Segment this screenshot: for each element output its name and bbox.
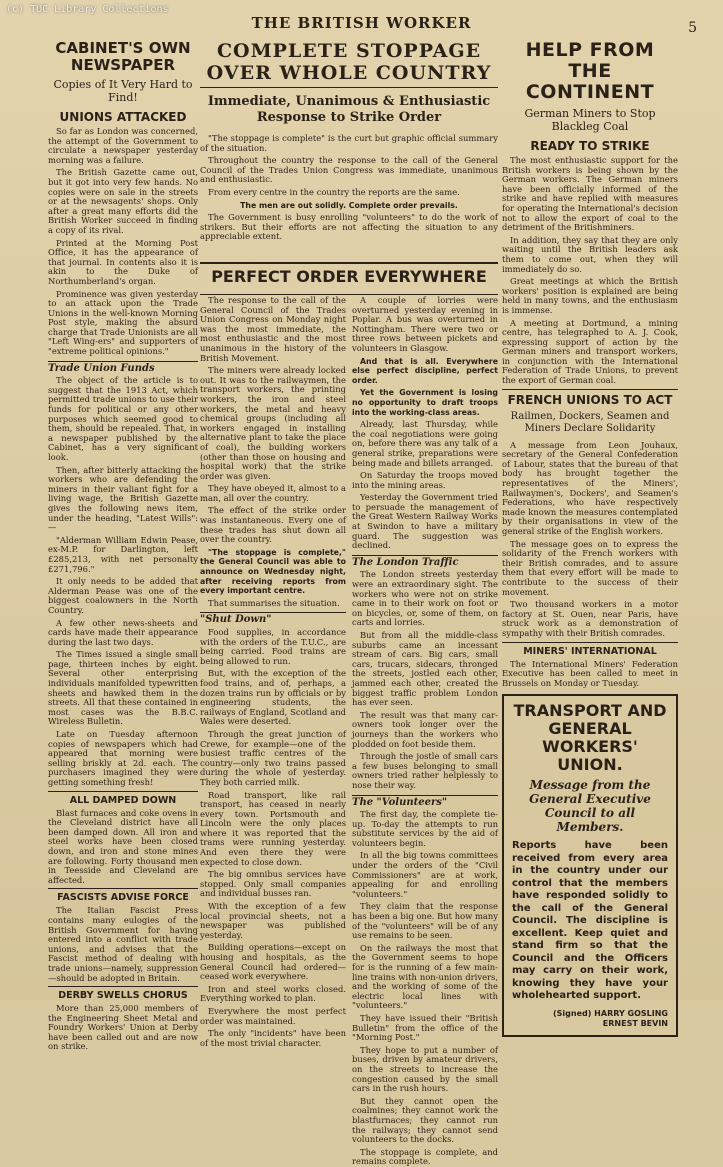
- paragraph: Yesterday the Government tried to persuade the management of the Great Western Railway Works at Swindon to have a military guard. The suggestion was declined.: [352, 492, 498, 551]
- paragraph: Late on Tuesday afternoon copies of newspapers which had appeared that morning were selling briskly at 2d. each. The purchasers imagined they were getting something fresh!: [48, 729, 198, 787]
- headline-french-unions-to-act: FRENCH UNIONS TO ACT: [507, 392, 673, 407]
- paragraph: Building operations—except on housing and hospitals, as the General Council had ordered—ceased work everywhere.: [200, 942, 346, 982]
- box-signature-1: (Signed) HARRY GOSLING: [553, 1008, 668, 1018]
- divider: [502, 642, 678, 643]
- paragraph: The first day, the complete tie-up. To-day the attempts to run substitute services by the aid of volunteers begin.: [352, 809, 498, 848]
- divider: [48, 888, 198, 889]
- paragraph: They have obeyed it, almost to a man, all over the country.: [200, 483, 346, 503]
- column-center-right: [352, 295, 499, 1167]
- paragraph: The response to the call of the General Council of the Trades Union Congress on Monday night was the most immediate, the most enthusiastic and the most unanimous in the history of the British Movement.: [200, 295, 346, 363]
- paragraph: The result was that many car-owners took longer over the journeys than the workers who plodded on foot beside them.: [352, 709, 498, 749]
- paragraph: They claim that the response has been a big one. But how many of the "volunteers" will be of any use remains to be seen.: [352, 901, 499, 941]
- paragraph: With the exception of a few local provincial sheets, not a newspaper was published yesterday.: [200, 901, 346, 940]
- subhead-trade-union-funds: Trade Union Funds: [48, 361, 198, 374]
- column-right: [502, 38, 678, 1028]
- subhead-volunteers: The "Volunteers": [352, 795, 498, 808]
- subhead-copies-hard-to-find: Copies of It Very Hard to Find!: [53, 78, 193, 104]
- paragraph: On Saturday the troops moved into the mining areas.: [352, 470, 498, 490]
- divider: [48, 791, 198, 792]
- paragraph: But, with the exception of the food trains, and of, perhaps, a dozen trains run by officials or by engineering students, the railways of England, Scotland and Wales were deserted.: [200, 668, 346, 727]
- paragraph: The effect of the strike order was instantaneous. Every one of these trades has shut down all over the country.: [200, 505, 346, 545]
- paragraph: The Times issued a single small page, thirteen inches by eight. Several other enterprising individuals manifolded typewritten sheets and hawked them in the streets. All that these contained in most cases was the B.B.C. Wireless Bulletin.: [48, 649, 198, 727]
- bold-paragraph: And that is all. Everywhere else perfect discipline, perfect order.: [352, 356, 498, 385]
- box-body: Reports have been received from every area in the country under our control that the members have responded solidly to the call of the General Council. The discipline is excellent. Keep quiet and stand firm so that the Council and the Officers may carry on their work, knowing they have your wholehearted support.: [512, 840, 668, 1002]
- headline-cabinets-own-newspaper: CABINET'S OWN NEWSPAPER: [55, 39, 191, 74]
- bold-paragraph: Yet the Government is losing no opportunity to draft troops into the working-class areas.: [352, 388, 498, 417]
- paragraph: Prominence was given yesterday to an attack upon the Trade Unions in the well-known Morning Post style, making the absurd charge that Trade Unionists are all "Left Wing-ers" and supporters of "extreme political opinions.": [48, 288, 198, 357]
- headline-help-from-continent: HELP FROM THE CONTINENT: [525, 39, 655, 103]
- divider: [200, 87, 498, 88]
- paragraph: The London streets yesterday were an extraordinary sight. The workers who were not on strike came in to their work on foot or on bicycles, or, some of them, on carts and lorries.: [352, 569, 498, 628]
- paragraph: "Alderman William Edwin Pease, ex-M.P. for Darlington, left £285,213, with net personalty £271,796.": [48, 534, 198, 574]
- subhead-immediate-response: Immediate, Unanimous & Enthusiastic Response to Strike Order: [207, 94, 491, 125]
- paragraph: Food supplies, in accordance with the orders of the T.U.C., are being carried. Food trains are being allowed to run.: [200, 627, 346, 666]
- paragraph: The Government is busy enrolling "volunteers" to do the work of strikers. But their efforts are not affecting the situation to any appreciable extent.: [200, 212, 498, 242]
- paragraph: In addition, they say that they are only waiting until the British leaders ask them to come out, when they will immediately do so.: [502, 234, 678, 274]
- paragraph: Through the great junction of Crewe, for example—one of the busiest traffic centres of the country—only two trains passed during the whole of yesterday. They both carried milk.: [200, 728, 346, 787]
- paragraph: The stoppage is complete, and remains complete.: [352, 1146, 498, 1167]
- headline-perfect-order-everywhere: PERFECT ORDER EVERYWHERE: [200, 262, 498, 295]
- column-center-top: [200, 38, 498, 278]
- paragraph: More than 25,000 members of the Engineering Sheet Metal and Foundry Workers' Union at Derby have been called out and are now on strike.: [48, 1003, 198, 1052]
- paragraph: The message goes on to express the solidarity of the French workers with their British comrades, and to assure them that every effort will be made to contribute to the success of their movement.: [502, 538, 678, 597]
- paragraph: But from all the middle-class suburbs came an incessant stream of cars. Big cars, small cars, trucars, sidecars, thronged the streets, jostled each other, jammed each other, created the biggest traffic problem London has ever seen.: [352, 630, 498, 708]
- box-subhead: Message from the General Executive Council to all Members.: [529, 778, 651, 835]
- subhead-german-miners: German Miners to Stop Blackleg Coal: [524, 107, 656, 133]
- paragraph: The British Gazette came out, but it got into very few hands. No copies were on sale in the streets or at the newsagents' shops. Only after a great many efforts did the British Worker succeed in finding a copy of its rival.: [48, 167, 198, 235]
- paragraph: A message from Leon Jouhaux, secretary of the General Confederation of Labour, states that the bureau of that body has brought together the representatives of the Miners', Railwaymen's, Dockers', and Seamen's Federations, who have respectively made known the measures contemplated by their organisations in view of the general strike of the English workers.: [502, 439, 678, 536]
- box-signature-2: ERNEST BEVIN: [602, 1018, 668, 1028]
- subhead-railmen-dockers: Railmen, Dockers, Seamen and Miners Declare Solidarity: [510, 410, 670, 434]
- headline-unions-attacked: UNIONS ATTACKED: [59, 110, 187, 124]
- tgwu-message-box: [502, 694, 678, 1037]
- paragraph: Printed at the Morning Post Office, it has the appearance of that journal. In contents also it is akin to the Duke of Northumberland's organ.: [48, 237, 198, 286]
- paragraph: From every centre in the country the reports are the same.: [208, 186, 460, 197]
- paragraph: Road transport, like rail transport, has ceased in nearly every town. Portsmouth and Lincoln were the only places where it was reported that the trams were running yesterday. And even there they were expected to close down.: [200, 789, 346, 867]
- headline-miners-international: MINERS' INTERNATIONAL: [523, 645, 657, 657]
- column-left: [48, 38, 198, 1052]
- divider: [48, 986, 198, 987]
- masthead: THE BRITISH WORKER: [251, 14, 472, 32]
- library-credit: (c) TUC Library Collections: [6, 4, 169, 15]
- paragraph: The miners were already locked out. It was to the railwaymen, the transport workers, the printing workers, the iron and steel workers, the metal and heavy chemical groups (including all workers engaged in installing alternative plant to take the place of coal), the building workers (other than those on housing and hospital work) that the strike order was given.: [200, 365, 346, 481]
- paragraph: On the railways the most that the Government seems to hope for is the running of a few main-line trains with non-union drivers, and the working of some of the electric local lines with "volunteers.": [352, 942, 498, 1011]
- paragraph: Through the jostle of small cars a few buses belonging to small owners tried rather helplessly to nose their way.: [352, 751, 498, 790]
- paragraph: The Italian Fascist Press contains many eulogies of the British Government for having entered into a conflict with trade unions, and advises that the Fascist method of dealing with trade unions—namely, suppression—should be adopted in Britain.: [48, 905, 198, 983]
- paragraph: They have issued their "British Bulletin" from the office of the "Morning Post.": [352, 1012, 498, 1043]
- headline-ready-to-strike: READY TO STRIKE: [530, 139, 650, 153]
- paragraph: Throughout the country the response to the call of the General Council of the Trades Union Congress was immediate, unanimous and enthusiastic.: [200, 155, 498, 185]
- paragraph: The big omnibus services have stopped. Only small companies and individual busses ran.: [200, 869, 346, 899]
- paragraph: In all the big towns committees under the orders of the "Civil Commissioners" are at work, appealing for and enrolling "volunteers.": [352, 850, 498, 899]
- paragraph: Already, last Thursday, while the coal negotiations were going on, before there was any talk of a general strike, preparations were being made and billets arranged.: [352, 419, 498, 468]
- subhead-london-traffic: The London Traffic: [352, 555, 498, 568]
- divider: [502, 389, 678, 390]
- headline-all-damped-down: ALL DAMPED DOWN: [69, 794, 177, 806]
- paragraph: But they cannot open the coalmines; they cannot work the blastfurnaces; they cannot run the railways; they cannot send volunteers to the docks.: [352, 1095, 498, 1145]
- paragraph: Two thousand workers in a motor factory at St. Ouen, near Paris, have struck work as a demonstration of sympathy with their British comrades.: [502, 599, 678, 638]
- paragraph: Then, after bitterly attacking the workers who are defending the miners in their valiant fight for a living wage, the British Gazette gives the following news item, under the heading, "Latest Wills":—: [48, 464, 198, 533]
- paragraph: The most enthusiastic support for the British workers is being shown by the German workers. The German miners have been officially informed of the strike and have replied with measures for operating the International's decision not to allow the export of coal to the detriment of the Britishminers.: [502, 155, 678, 233]
- paragraph: A meeting at Dortmund, a mining centre, has telegraphed to A. J. Cook, expressing support of action by the German miners and transport workers, in conjunction with the International Federation of Trade Unions, to prevent the export of German coal.: [502, 317, 678, 386]
- paragraph: That summarises the situation.: [208, 597, 340, 608]
- paragraph: The International Miners' Federation Executive has been called to meet in Brussels on Monday or Tuesday.: [502, 658, 678, 688]
- paragraph: Iron and steel works closed. Everything worked to plan.: [200, 983, 346, 1004]
- paragraph: They hope to put a number of buses, driven by amateur drivers, on the streets to increase the congestion caused by the small cars in the rush hours.: [352, 1044, 498, 1094]
- headline-fascists-advise-force: FASCISTS ADVISE FORCE: [57, 892, 189, 904]
- paragraph: So far as London was concerned, the attempt of the Government to circulate a newspaper yesterday morning was a failure.: [48, 126, 198, 165]
- paragraph: The only "incidents" have been of the most trivial character.: [200, 1028, 346, 1048]
- paragraph: The object of the article is to suggest that the 1913 Act, which permitted trade unions to use their funds for political or any other purposes which seemed good to them, should be repealed. That, in a newspaper published by the Cabinet, has a very significant look.: [48, 375, 198, 462]
- headline-complete-stoppage: COMPLETE STOPPAGE OVER WHOLE COUNTRY: [206, 40, 492, 84]
- paragraph: Blast furnaces and coke ovens in the Cleveland district have all been damped down. All iron and steel works have been closed down, and iron and stone mines are following. Forty thousand men in Teesside and Cleveland are affected.: [48, 807, 198, 885]
- subhead-shut-down: "Shut Down": [200, 612, 346, 625]
- paragraph: A few other news-sheets and cards have made their appearance during the last two days.: [48, 617, 198, 647]
- paragraph: Great meetings at which the British workers' position is explained are being held in many towns, and the enthusiasm is immense.: [502, 276, 678, 315]
- headline-derby-swells-chorus: DERBY SWELLS CHORUS: [58, 990, 188, 1002]
- box-headline: TRANSPORT AND GENERAL WORKERS' UNION.: [513, 701, 667, 775]
- paragraph: Everywhere the most perfect order was maintained.: [200, 1005, 346, 1026]
- bold-line-men-out-solidly: The men are out solidly. Complete order prevails.: [240, 200, 458, 210]
- paragraph: "The stoppage is complete" is the curt but graphic official summary of the situation.: [200, 133, 498, 153]
- page-number: 5: [688, 20, 697, 36]
- column-center-left: [200, 295, 346, 1048]
- bold-paragraph: "The stoppage is complete," the General Council was able to announce on Wednesday night, after receiving reports from every important centre.: [200, 547, 346, 596]
- paragraph: A couple of lorries were overturned yesterday evening in Poplar. A bus was overturned in Nottingham. There were two or three rows between pickets and volunteers in Glasgow.: [352, 295, 498, 353]
- paragraph: It only needs to be added that Alderman Pease was one of the biggest coalowners in the North Country.: [48, 576, 198, 615]
